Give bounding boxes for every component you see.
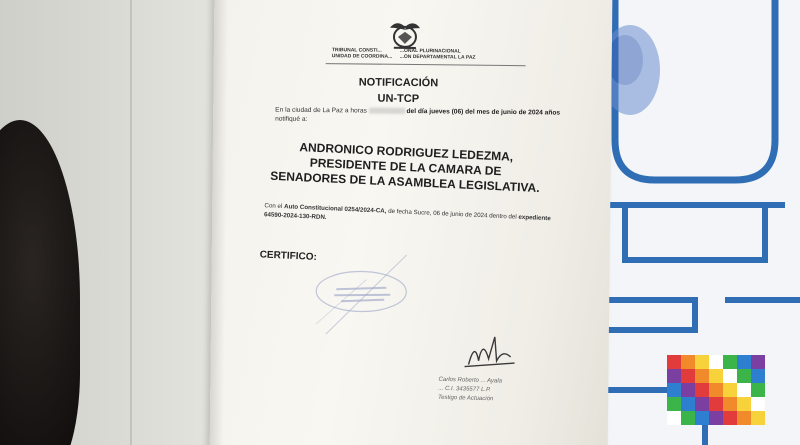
redacted-time [369, 108, 405, 114]
intro-before-text: En la ciudad de La Paz a horas [275, 106, 367, 115]
wiphala-icon [667, 355, 765, 425]
signer-role: Testigo de Actuación [437, 394, 494, 403]
poster-artwork [585, 0, 800, 445]
signer-id: ... C.I. 3435577 L.P. [438, 385, 491, 394]
signer-name: Carlos Roberto ... Ayala [438, 376, 503, 385]
certifico-label: CERTIFICO: [259, 249, 318, 264]
institution-left-line-1: TRIBUNAL CONSTI... [331, 47, 382, 54]
blue-poster [585, 0, 800, 445]
notification-document [210, 0, 613, 445]
institution-name-right [400, 48, 476, 61]
signature-mark [460, 331, 520, 377]
stamp-mark [306, 249, 417, 340]
notification-paper [210, 0, 613, 445]
intro-after-text: notifiqué a: [275, 115, 308, 123]
signer-block [438, 376, 502, 405]
wall-seam [130, 0, 132, 445]
document-subtitle: UN-TCP [377, 92, 420, 106]
institution-right-line-2: ...ON DEPARTAMENTAL LA PAZ [399, 53, 476, 61]
institution-name-left [332, 47, 393, 60]
auto-reference: Auto Constitucional 0254/2024-CA, [283, 203, 387, 215]
case-file-reference: expediente 64590-2024-130-RDN. [263, 211, 551, 223]
addressee-block: ANDRONICO RODRIGUEZ LEDEZMA, PRESIDENTE DE LA CAMARA DE SENADORES DE LA ASAMBLEA LEGISLATIVA. [269, 140, 540, 196]
header-rule [326, 63, 526, 66]
institution-left-line-2: UNIDAD DE COORDINA... [331, 53, 393, 60]
intro-bold-text: del día jueves (06) del mes de junio de 2024 años [406, 107, 561, 117]
institution-right-line-1: ...ONAL PLURINACIONAL [399, 47, 461, 55]
body-paragraph [264, 201, 565, 233]
intro-paragraph [275, 106, 565, 127]
body-prefix-text: Con el [264, 202, 283, 211]
document-title: NOTIFICACIÓN [358, 76, 439, 90]
body-mid-text: de fecha Sucre, 06 de junio de 2024 dentro del [387, 207, 517, 221]
